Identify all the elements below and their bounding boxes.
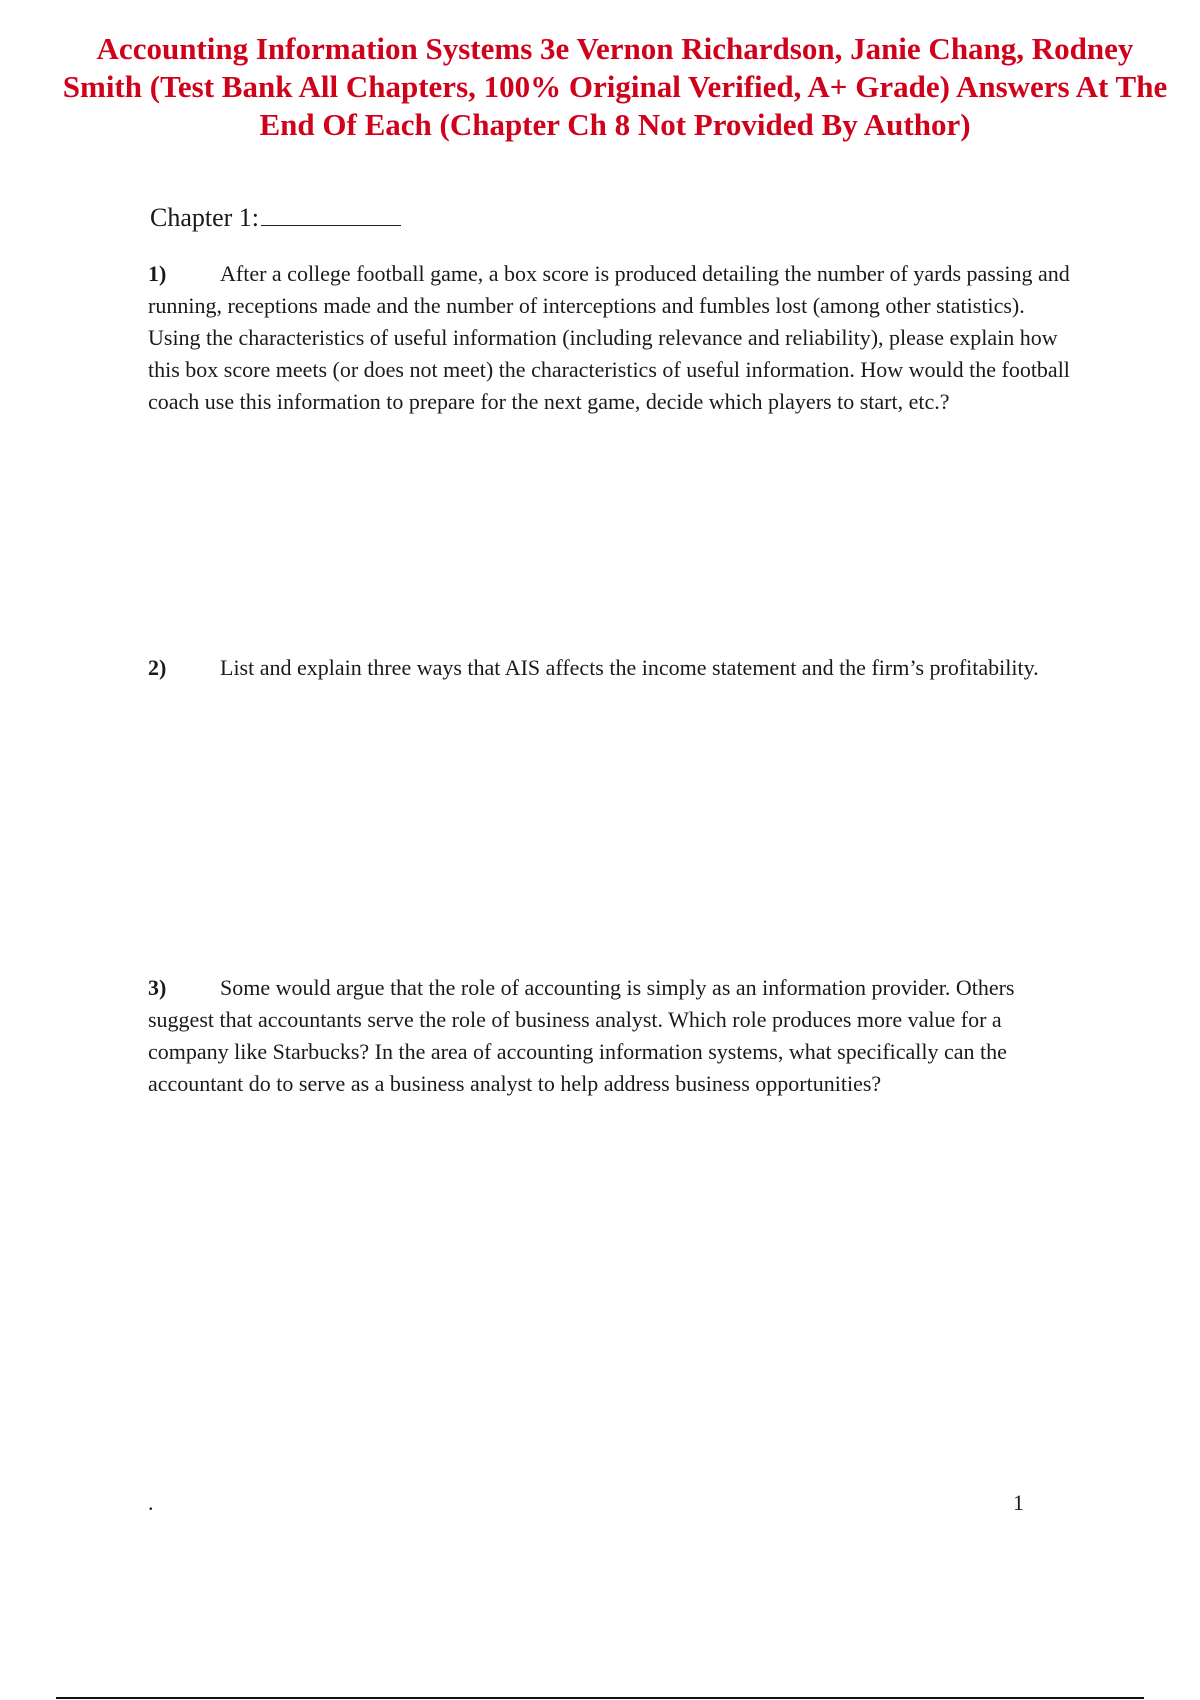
question-text: Some would argue that the role of accounting is simply as an information provider. Others suggest that accountants serve the role of business analyst. Which role produces more value for a company like Starbucks? In the area of accounting information systems, what specifically can the accountant do to serve as a business analyst to help address business opportunities? (148, 975, 1015, 1096)
question-1 (148, 258, 1078, 418)
chapter-heading (150, 203, 401, 233)
question-text: List and explain three ways that AIS affects the income statement and the firm’s profitability. (220, 655, 1039, 680)
bottom-divider (56, 1697, 1144, 1699)
question-2 (148, 652, 1078, 684)
page-number: 1 (1013, 1490, 1024, 1515)
page-title: Accounting Information Systems 3e Vernon Richardson, Janie Chang, Rodney Smith (Test Bank All Chapters, 100% Original Verified, A+ Grade) Answers At The End Of Each (Chapter Ch 8 Not Provided By Author) (62, 31, 1168, 142)
question-number: 2) (148, 655, 167, 680)
question-3 (148, 972, 1078, 1100)
footer-dot: . (148, 1490, 154, 1515)
chapter-blank-line (261, 203, 401, 226)
chapter-heading-label: Chapter 1: (150, 203, 260, 232)
question-text: After a college football game, a box score is produced detailing the number of yards passing and running, receptions made and the number of interceptions and fumbles lost (among other statistics). Using the characteristics of useful information (including relevance and reliability), please explain how this box score meets (or does not meet) the characteristics of useful information. How would the football coach use this information to prepare for the next game, decide which players to start, etc.? (148, 261, 1070, 414)
question-number: 3) (148, 975, 167, 1000)
question-number: 1) (148, 261, 167, 286)
